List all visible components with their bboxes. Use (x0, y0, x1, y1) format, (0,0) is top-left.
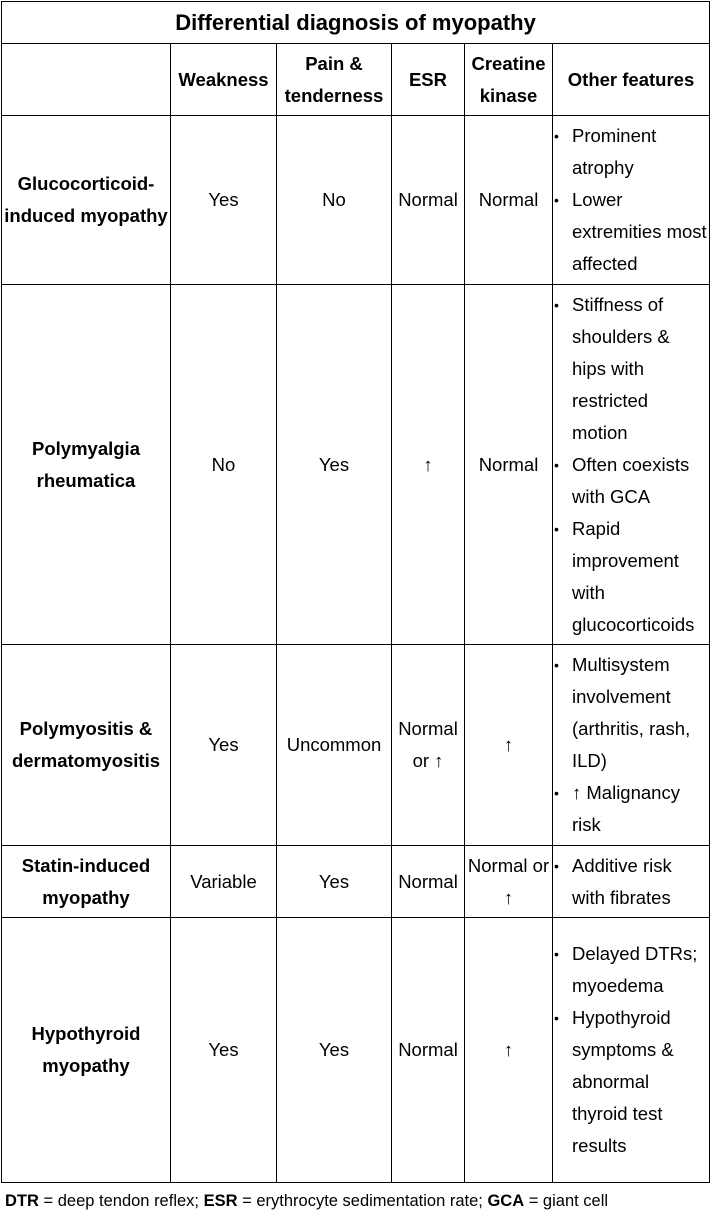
feature-list (553, 938, 708, 1162)
row-other-features (553, 285, 710, 645)
table-row (2, 645, 710, 846)
row-pain: Uncommon (277, 645, 392, 846)
header-esr: ESR (392, 44, 465, 116)
feature-item: • Rapid improvement with glucocorticoids (553, 513, 708, 641)
row-ck: Normal (465, 285, 553, 645)
feature-item: • Stiffness of shoulders & hips with restricted motion (553, 289, 708, 449)
feature-item: • ↑ Malignancy risk (553, 777, 708, 841)
row-condition: Hypothyroid myopathy (2, 918, 171, 1183)
header-weakness: Weakness (171, 44, 277, 116)
row-ck: Normal (465, 116, 553, 285)
row-pain: Yes (277, 846, 392, 918)
footnote-gca-def: = giant cell (524, 1192, 609, 1210)
row-pain: Yes (277, 285, 392, 645)
row-condition: Glucocorticoid-induced myopathy (2, 116, 171, 285)
table-row (2, 116, 710, 285)
table-title: Differential diagnosis of myopathy (2, 2, 710, 44)
row-other-features (553, 918, 710, 1183)
row-esr: Normal (392, 116, 465, 285)
row-weakness: No (171, 285, 277, 645)
row-ck: ↑ (465, 918, 553, 1183)
feature-item: • Delayed DTRs; myoedema (553, 938, 708, 1002)
title-row (2, 2, 710, 44)
header-blank (2, 44, 171, 116)
row-esr: Normal (392, 846, 465, 918)
row-other-features (553, 645, 710, 846)
feature-list (553, 120, 708, 280)
feature-item: • Often coexists with GCA (553, 449, 708, 513)
footnote-esr-def: = erythrocyte sedimentation rate; (237, 1192, 488, 1210)
row-weakness: Yes (171, 918, 277, 1183)
row-condition: Polymyositis & dermatomyositis (2, 645, 171, 846)
row-esr: Normal or ↑ (392, 645, 465, 846)
row-ck: Normal or ↑ (465, 846, 553, 918)
table-row (2, 846, 710, 918)
footnote-esr-abbr: ESR (203, 1192, 238, 1210)
feature-item: • Multisystem involvement (arthritis, rash, ILD) (553, 649, 708, 777)
row-esr: ↑ (392, 285, 465, 645)
feature-item: • Additive risk with fibrates (553, 850, 708, 914)
row-pain: No (277, 116, 392, 285)
header-creatine-kinase: Creatine kinase (465, 44, 553, 116)
table-row (2, 918, 710, 1183)
feature-item: • Lower extremities most affected (553, 184, 708, 280)
row-other-features (553, 846, 710, 918)
row-weakness: Yes (171, 116, 277, 285)
table-row (2, 285, 710, 645)
row-esr: Normal (392, 918, 465, 1183)
footnote (5, 1190, 608, 1212)
footnote-dtr-def: = deep tendon reflex; (38, 1192, 204, 1210)
footnote-dtr-abbr: DTR (5, 1192, 39, 1210)
feature-list (553, 289, 708, 641)
row-condition: Statin-induced myopathy (2, 846, 171, 918)
feature-list (553, 649, 708, 841)
row-other-features (553, 116, 710, 285)
footnote-gca-abbr: GCA (487, 1192, 525, 1210)
header-pain: Pain & tenderness (277, 44, 392, 116)
row-weakness: Yes (171, 645, 277, 846)
feature-list (553, 850, 708, 914)
header-row (2, 44, 710, 116)
feature-item: • Prominent atrophy (553, 120, 708, 184)
feature-item: • Hypothyroid symptoms & abnormal thyroid test results (553, 1002, 708, 1162)
header-other-features: Other features (553, 44, 710, 116)
row-condition: Polymyalgia rheumatica (2, 285, 171, 645)
row-pain: Yes (277, 918, 392, 1183)
row-weakness: Variable (171, 846, 277, 918)
myopathy-table (1, 1, 710, 1183)
row-ck: ↑ (465, 645, 553, 846)
